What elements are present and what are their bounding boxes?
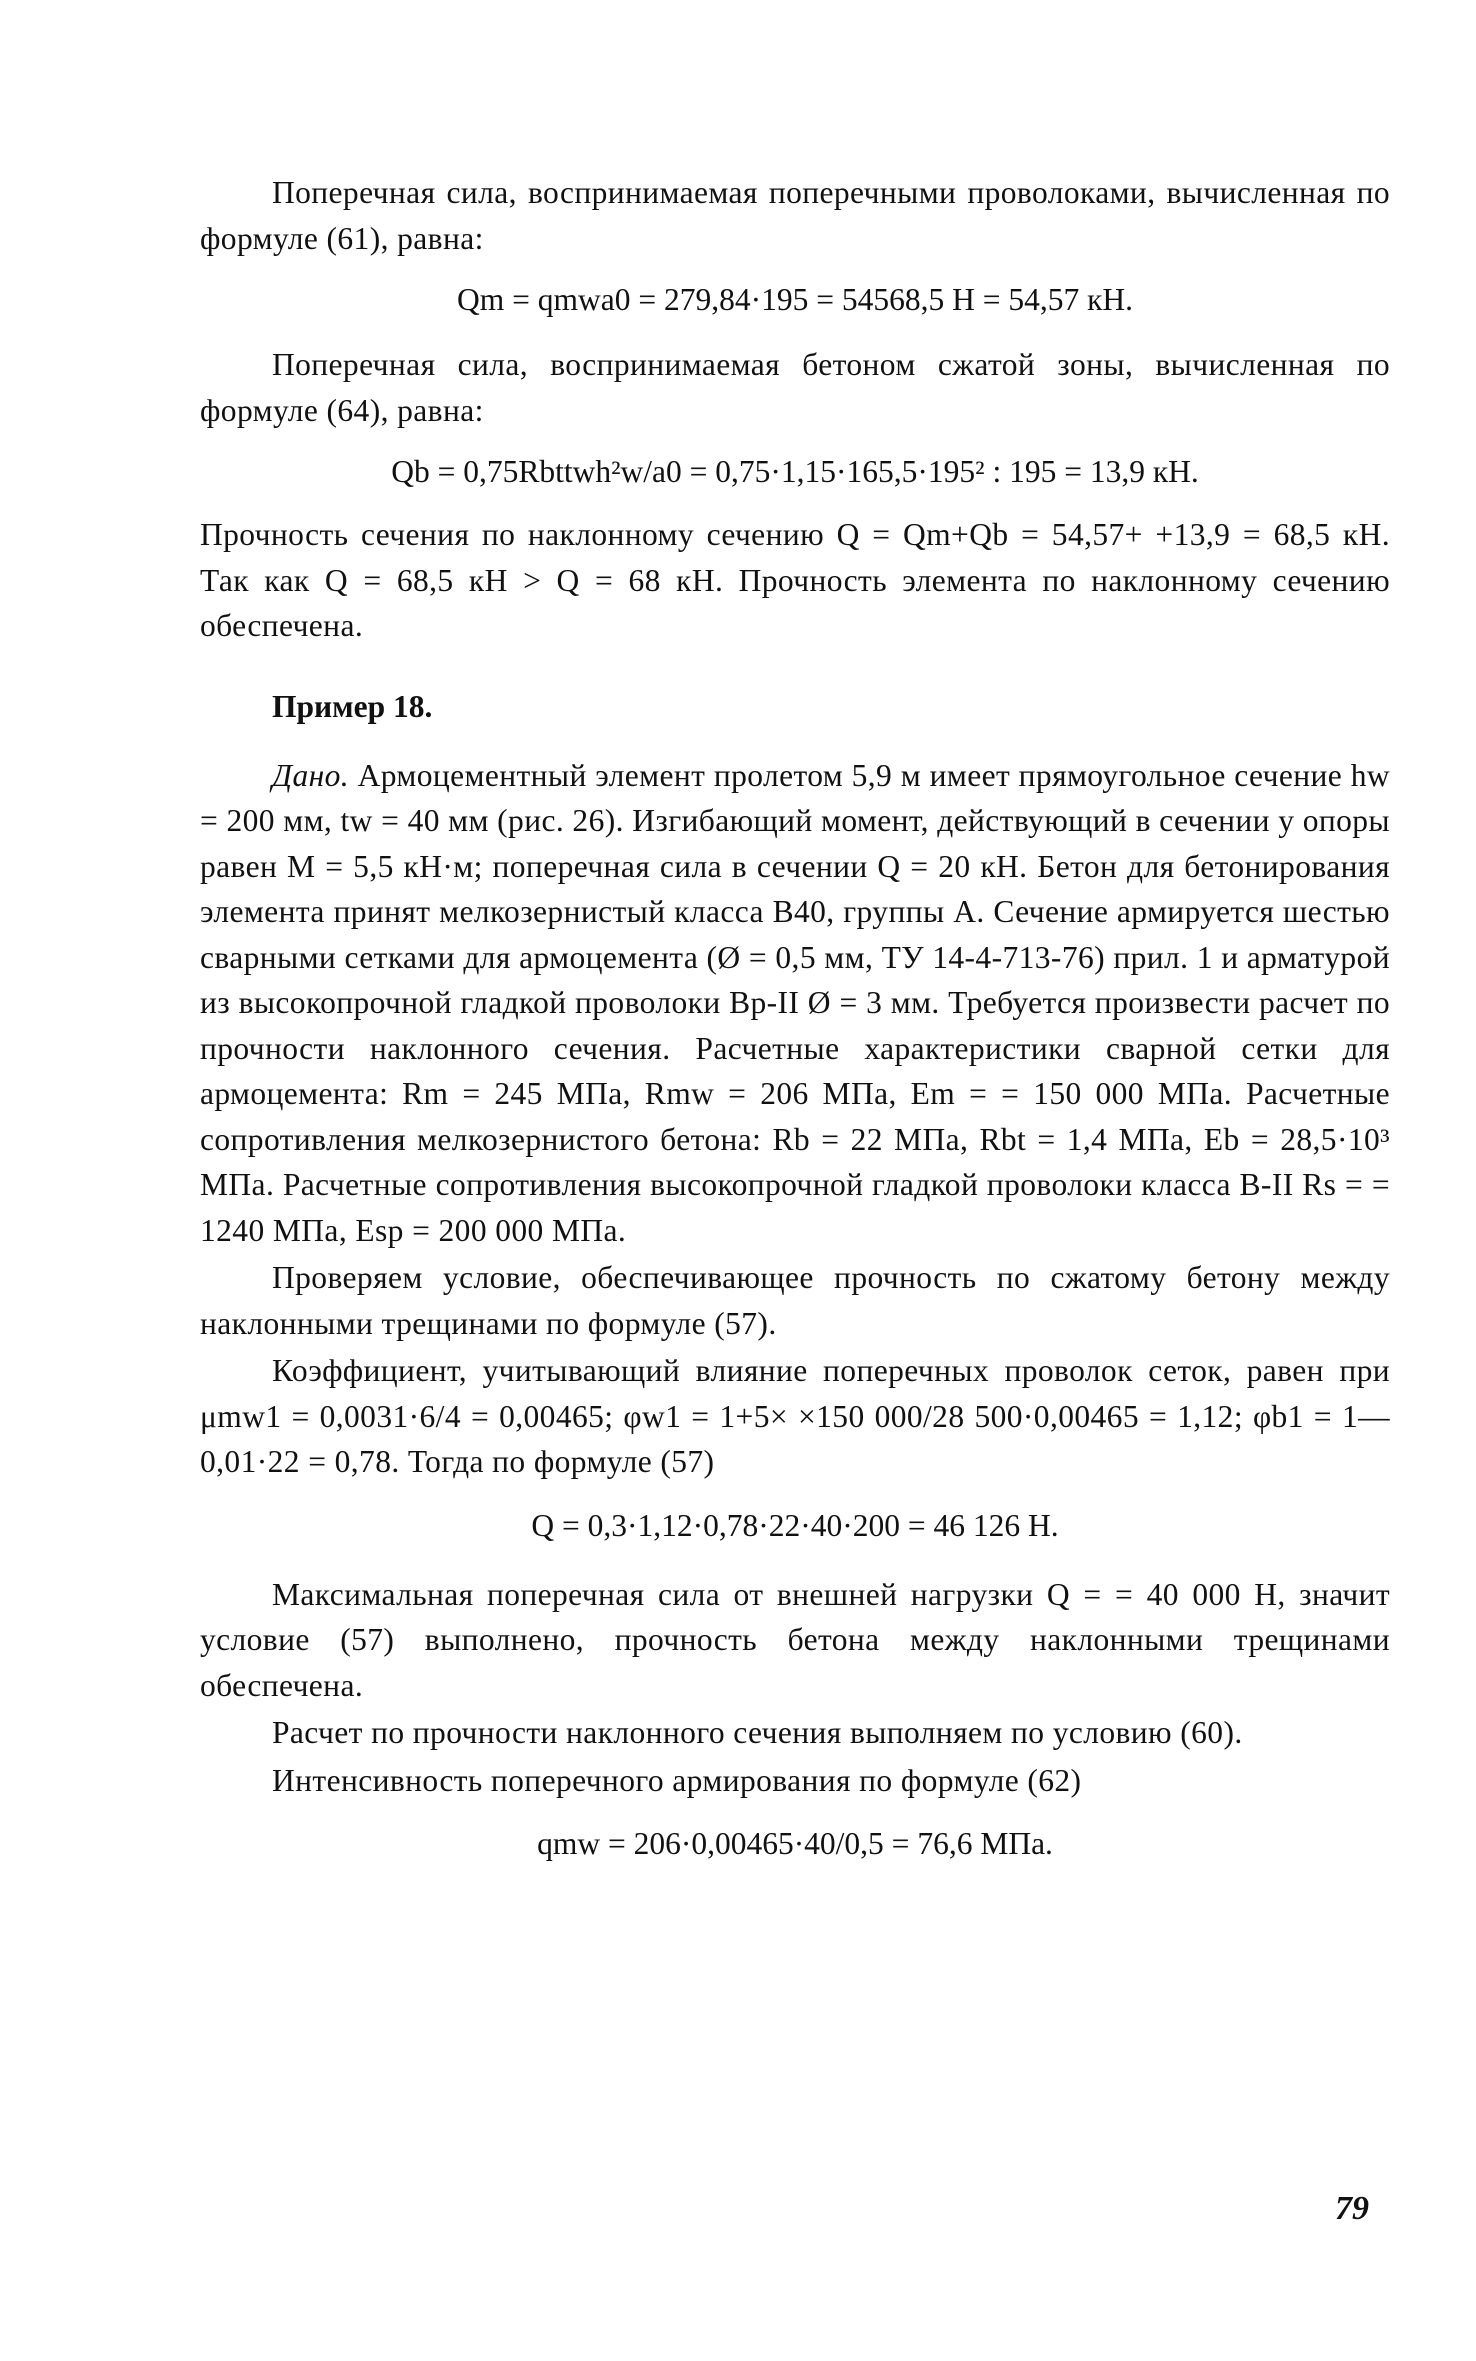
paragraph-intensity: Интенсивность поперечного армирования по формуле (62) — [272, 1762, 1082, 1798]
paragraph-max-force: Максимальная поперечная сила от внешней нагрузки Q = = 40 000 Н, значит условие (57) выполнено, прочность бетона между наклонными трещинами обеспечена. — [200, 1576, 1390, 1703]
given-label: Дано. — [272, 757, 350, 793]
paragraph-transverse-force-concrete: Поперечная сила, воспринимаемая бетоном сжатой зоны, вычисленная по формуле (64), равна: — [200, 347, 1390, 428]
formula-qm: Qm = qmwa0 = 279,84·195 = 54568,5 Н = 54,57 кН. — [456, 282, 1134, 317]
paragraph-given — [200, 753, 1390, 1254]
formula-q: Q = 0,3·1,12·0,78·22·40·200 = 46 126 Н. — [531, 1507, 1059, 1543]
paragraph-calculation: Расчет по прочности наклонного сечения выполняем по условию (60). — [272, 1715, 1243, 1750]
paragraph-transverse-force-wires: Поперечная сила, воспринимаемая поперечными проволоками, вычисленная по формуле (61), равна: — [200, 175, 1390, 256]
paragraph-coefficient: Коэффициент, учитывающий влияние поперечных проволок сеток, равен при μmw1 = 0,0031·6/4 = 0,00465; φw1 = 1+5× ×150 000/28 500·0,00465 = 1,12; φb1 = 1—0,01·22 = 0,78. Тогда по формуле (57) — [200, 1353, 1390, 1479]
formula-qb: Qb = 0,75Rbttwh²w/a0 = 0,75·1,15·165,5·195² : 195 = 13,9 кН. — [391, 454, 1199, 489]
formula-qmw: qmw = 206·0,00465·40/0,5 = 76,6 МПа. — [537, 1826, 1053, 1861]
example-heading: Пример 18. — [272, 688, 433, 724]
given-text: Армоцементный элемент пролетом 5,9 м имеет прямоугольное сечение hw = 200 мм, tw = 40 мм (рис. 26). Изгибающий момент, действующий в сечении у опоры равен M = 5,5 кН·м; поперечная сила в сечении Q = 20 кН. Бетон для бетонирования элемента принят мелкозернистый класса В40, группы А. Сечение армируется шестью сварными сетками для армоцемента (Ø = 0,5 мм, ТУ 14-4-713-76) прил. 1 и арматурой из высокопрочной гладкой проволоки Вр-II Ø = 3 мм. Требуется произвести расчет по прочности наклонного сечения. Расчетные характеристики сварной сетки для армоцемента: Rm = 245 МПа, Rmw = 206 МПа, Em = = 150 000 МПа. Расчетные сопротивления мелкозернистого бетона: Rb = 22 МПа, Rbt = 1,4 МПа, Eb = 28,5·10³ МПа. Расчетные сопротивления высокопрочной гладкой проволоки класса В-II Rs = = 1240 МПа, Esp = 200 000 МПа. — [200, 757, 1390, 1248]
paragraph-check-condition: Проверяем условие, обеспечивающее прочность по сжатому бетону между наклонными трещинами по формуле (57). — [200, 1260, 1390, 1341]
page-body — [200, 170, 1390, 1866]
page-number: 79 — [1335, 2190, 1369, 2227]
paragraph-section-strength: Прочность сечения по наклонному сечению Q = Qm+Qb = 54,57+ +13,9 = 68,5 кН. Так как Q = 68,5 кН > Q = 68 кН. Прочность элемента по наклонному сечению обеспечена. — [200, 517, 1390, 643]
